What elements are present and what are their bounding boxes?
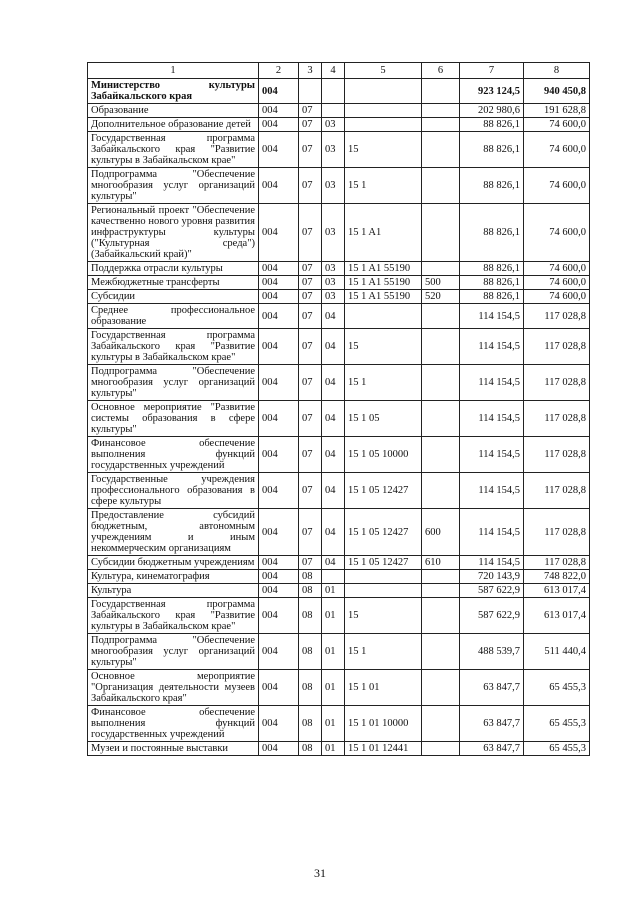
amount-year1-cell: 587 622,9 bbox=[460, 598, 524, 634]
row-name-cell: Подпрограмма "Обеспечение многообразия услуг организаций культуры" bbox=[88, 634, 259, 670]
table-row bbox=[88, 473, 590, 509]
page-number: 31 bbox=[314, 866, 326, 880]
table-row bbox=[88, 570, 590, 584]
amount-year1-cell: 114 154,5 bbox=[460, 304, 524, 329]
code-cell: 004 bbox=[259, 742, 299, 756]
code-cell: 004 bbox=[259, 204, 299, 262]
budget-table bbox=[87, 62, 590, 756]
row-name-cell: Основное мероприятие "Организация деятельности музеев Забайкальского края" bbox=[88, 670, 259, 706]
target-article-cell: 15 bbox=[345, 132, 422, 168]
expense-type-cell: 600 bbox=[422, 509, 460, 556]
amount-year1-cell: 923 124,5 bbox=[460, 79, 524, 104]
amount-year2-cell: 511 440,4 bbox=[524, 634, 590, 670]
table-row bbox=[88, 401, 590, 437]
amount-year1-cell: 63 847,7 bbox=[460, 706, 524, 742]
table-row bbox=[88, 742, 590, 756]
amount-year2-cell: 74 600,0 bbox=[524, 204, 590, 262]
table-body bbox=[88, 63, 590, 756]
row-name-cell: Предоставление субсидий бюджетным, автономным учреждениям и иным некоммерческим организациям bbox=[88, 509, 259, 556]
section-cell: 08 bbox=[299, 584, 322, 598]
subsection-cell: 04 bbox=[322, 401, 345, 437]
code-cell: 004 bbox=[259, 365, 299, 401]
expense-type-cell bbox=[422, 262, 460, 276]
amount-year1-cell: 202 980,6 bbox=[460, 104, 524, 118]
amount-year1-cell: 114 154,5 bbox=[460, 509, 524, 556]
table-row bbox=[88, 204, 590, 262]
target-article-cell: 15 1 A1 55190 bbox=[345, 290, 422, 304]
code-cell: 004 bbox=[259, 556, 299, 570]
amount-year1-cell: 63 847,7 bbox=[460, 742, 524, 756]
subsection-cell: 04 bbox=[322, 509, 345, 556]
subsection-cell: 03 bbox=[322, 118, 345, 132]
code-cell: 004 bbox=[259, 670, 299, 706]
section-cell: 08 bbox=[299, 598, 322, 634]
amount-year1-cell: 114 154,5 bbox=[460, 329, 524, 365]
expense-type-cell bbox=[422, 79, 460, 104]
table-row bbox=[88, 598, 590, 634]
expense-type-cell bbox=[422, 365, 460, 401]
header-cell: 2 bbox=[259, 63, 299, 79]
subsection-cell: 04 bbox=[322, 473, 345, 509]
amount-year1-cell: 88 826,1 bbox=[460, 290, 524, 304]
code-cell: 004 bbox=[259, 509, 299, 556]
section-cell: 07 bbox=[299, 473, 322, 509]
amount-year1-cell: 114 154,5 bbox=[460, 365, 524, 401]
row-name-cell: Основное мероприятие "Развитие системы образования в сфере культуры" bbox=[88, 401, 259, 437]
row-name-cell: Культура bbox=[88, 584, 259, 598]
amount-year1-cell: 114 154,5 bbox=[460, 556, 524, 570]
code-cell: 004 bbox=[259, 276, 299, 290]
target-article-cell: 15 1 05 12427 bbox=[345, 509, 422, 556]
subsection-cell: 01 bbox=[322, 742, 345, 756]
row-name-cell: Среднее профессиональное образование bbox=[88, 304, 259, 329]
section-cell: 07 bbox=[299, 365, 322, 401]
expense-type-cell bbox=[422, 570, 460, 584]
amount-year2-cell: 748 822,0 bbox=[524, 570, 590, 584]
subsection-cell bbox=[322, 570, 345, 584]
code-cell: 004 bbox=[259, 79, 299, 104]
target-article-cell bbox=[345, 118, 422, 132]
section-cell: 08 bbox=[299, 570, 322, 584]
subsection-cell: 03 bbox=[322, 262, 345, 276]
expense-type-cell bbox=[422, 584, 460, 598]
amount-year2-cell: 117 028,8 bbox=[524, 473, 590, 509]
subsection-cell: 04 bbox=[322, 304, 345, 329]
code-cell: 004 bbox=[259, 634, 299, 670]
target-article-cell bbox=[345, 570, 422, 584]
amount-year2-cell: 117 028,8 bbox=[524, 365, 590, 401]
subsection-cell: 01 bbox=[322, 598, 345, 634]
target-article-cell: 15 bbox=[345, 598, 422, 634]
table-row bbox=[88, 584, 590, 598]
target-article-cell: 15 1 A1 55190 bbox=[345, 262, 422, 276]
expense-type-cell bbox=[422, 473, 460, 509]
amount-year2-cell: 65 455,3 bbox=[524, 742, 590, 756]
target-article-cell bbox=[345, 584, 422, 598]
amount-year2-cell: 117 028,8 bbox=[524, 509, 590, 556]
expense-type-cell bbox=[422, 634, 460, 670]
section-cell bbox=[299, 79, 322, 104]
target-article-cell: 15 1 05 12427 bbox=[345, 473, 422, 509]
amount-year1-cell: 114 154,5 bbox=[460, 401, 524, 437]
section-cell: 07 bbox=[299, 329, 322, 365]
row-name-cell: Субсидии бюджетным учреждениям bbox=[88, 556, 259, 570]
expense-type-cell bbox=[422, 132, 460, 168]
amount-year2-cell: 74 600,0 bbox=[524, 262, 590, 276]
expense-type-cell: 610 bbox=[422, 556, 460, 570]
amount-year2-cell: 65 455,3 bbox=[524, 670, 590, 706]
row-name-cell: Поддержка отрасли культуры bbox=[88, 262, 259, 276]
header-cell: 1 bbox=[88, 63, 259, 79]
table-row bbox=[88, 118, 590, 132]
amount-year1-cell: 88 826,1 bbox=[460, 168, 524, 204]
subsection-cell bbox=[322, 79, 345, 104]
expense-type-cell bbox=[422, 304, 460, 329]
header-cell: 3 bbox=[299, 63, 322, 79]
subsection-cell: 04 bbox=[322, 556, 345, 570]
target-article-cell: 15 1 01 10000 bbox=[345, 706, 422, 742]
row-name-cell: Финансовое обеспечение выполнения функций государственных учреждений bbox=[88, 437, 259, 473]
subsection-cell: 03 bbox=[322, 276, 345, 290]
expense-type-cell bbox=[422, 168, 460, 204]
code-cell: 004 bbox=[259, 104, 299, 118]
expense-type-cell bbox=[422, 104, 460, 118]
row-name-cell: Государственные учреждения профессионального образования в сфере культуры bbox=[88, 473, 259, 509]
row-name-cell: Финансовое обеспечение выполнения функций государственных учреждений bbox=[88, 706, 259, 742]
table-row bbox=[88, 290, 590, 304]
amount-year2-cell: 74 600,0 bbox=[524, 118, 590, 132]
code-cell: 004 bbox=[259, 598, 299, 634]
amount-year1-cell: 114 154,5 bbox=[460, 473, 524, 509]
amount-year2-cell: 74 600,0 bbox=[524, 276, 590, 290]
row-name-cell: Подпрограмма "Обеспечение многообразия услуг организаций культуры" bbox=[88, 365, 259, 401]
table-row bbox=[88, 132, 590, 168]
subsection-cell: 01 bbox=[322, 670, 345, 706]
expense-type-cell bbox=[422, 706, 460, 742]
section-cell: 07 bbox=[299, 204, 322, 262]
subsection-cell: 04 bbox=[322, 329, 345, 365]
code-cell: 004 bbox=[259, 132, 299, 168]
code-cell: 004 bbox=[259, 473, 299, 509]
amount-year2-cell: 65 455,3 bbox=[524, 706, 590, 742]
code-cell: 004 bbox=[259, 168, 299, 204]
amount-year1-cell: 587 622,9 bbox=[460, 584, 524, 598]
target-article-cell: 15 1 bbox=[345, 168, 422, 204]
amount-year2-cell: 74 600,0 bbox=[524, 168, 590, 204]
section-cell: 07 bbox=[299, 437, 322, 473]
table-row bbox=[88, 706, 590, 742]
expense-type-cell: 520 bbox=[422, 290, 460, 304]
subsection-cell: 01 bbox=[322, 706, 345, 742]
section-cell: 07 bbox=[299, 168, 322, 204]
table-row bbox=[88, 79, 590, 104]
section-cell: 08 bbox=[299, 634, 322, 670]
amount-year2-cell: 74 600,0 bbox=[524, 290, 590, 304]
amount-year2-cell: 191 628,8 bbox=[524, 104, 590, 118]
amount-year2-cell: 940 450,8 bbox=[524, 79, 590, 104]
row-name-cell: Межбюджетные трансферты bbox=[88, 276, 259, 290]
target-article-cell: 15 1 05 bbox=[345, 401, 422, 437]
section-cell: 07 bbox=[299, 132, 322, 168]
code-cell: 004 bbox=[259, 262, 299, 276]
table-row bbox=[88, 276, 590, 290]
amount-year2-cell: 74 600,0 bbox=[524, 132, 590, 168]
code-cell: 004 bbox=[259, 401, 299, 437]
expense-type-cell bbox=[422, 204, 460, 262]
amount-year2-cell: 117 028,8 bbox=[524, 437, 590, 473]
header-cell: 8 bbox=[524, 63, 590, 79]
section-cell: 07 bbox=[299, 509, 322, 556]
table-row bbox=[88, 556, 590, 570]
section-cell: 07 bbox=[299, 262, 322, 276]
code-cell: 004 bbox=[259, 304, 299, 329]
target-article-cell bbox=[345, 79, 422, 104]
code-cell: 004 bbox=[259, 584, 299, 598]
section-cell: 07 bbox=[299, 556, 322, 570]
table-row bbox=[88, 262, 590, 276]
table-row bbox=[88, 509, 590, 556]
subsection-cell: 03 bbox=[322, 204, 345, 262]
amount-year1-cell: 88 826,1 bbox=[460, 262, 524, 276]
amount-year1-cell: 114 154,5 bbox=[460, 437, 524, 473]
expense-type-cell bbox=[422, 401, 460, 437]
code-cell: 004 bbox=[259, 706, 299, 742]
section-cell: 07 bbox=[299, 276, 322, 290]
code-cell: 004 bbox=[259, 329, 299, 365]
expense-type-cell: 500 bbox=[422, 276, 460, 290]
header-row bbox=[88, 63, 590, 79]
code-cell: 004 bbox=[259, 290, 299, 304]
amount-year2-cell: 117 028,8 bbox=[524, 401, 590, 437]
subsection-cell: 01 bbox=[322, 584, 345, 598]
amount-year2-cell: 613 017,4 bbox=[524, 598, 590, 634]
target-article-cell: 15 1 bbox=[345, 365, 422, 401]
expense-type-cell bbox=[422, 742, 460, 756]
table-row bbox=[88, 304, 590, 329]
row-name-cell: Образование bbox=[88, 104, 259, 118]
header-cell: 5 bbox=[345, 63, 422, 79]
subsection-cell: 04 bbox=[322, 437, 345, 473]
section-cell: 07 bbox=[299, 104, 322, 118]
amount-year2-cell: 117 028,8 bbox=[524, 329, 590, 365]
amount-year1-cell: 88 826,1 bbox=[460, 118, 524, 132]
section-cell: 08 bbox=[299, 706, 322, 742]
section-cell: 08 bbox=[299, 670, 322, 706]
target-article-cell bbox=[345, 304, 422, 329]
row-name-cell: Региональный проект "Обеспечение качественно нового уровня развития инфраструктуры культуры ("Культурная среда") (Забайкальский край)" bbox=[88, 204, 259, 262]
target-article-cell: 15 1 A1 55190 bbox=[345, 276, 422, 290]
subsection-cell: 04 bbox=[322, 365, 345, 401]
target-article-cell: 15 1 A1 bbox=[345, 204, 422, 262]
amount-year2-cell: 117 028,8 bbox=[524, 556, 590, 570]
expense-type-cell bbox=[422, 118, 460, 132]
amount-year1-cell: 720 143,9 bbox=[460, 570, 524, 584]
target-article-cell: 15 1 bbox=[345, 634, 422, 670]
header-cell: 4 bbox=[322, 63, 345, 79]
amount-year2-cell: 117 028,8 bbox=[524, 304, 590, 329]
target-article-cell bbox=[345, 104, 422, 118]
section-cell: 07 bbox=[299, 304, 322, 329]
section-cell: 07 bbox=[299, 401, 322, 437]
expense-type-cell bbox=[422, 437, 460, 473]
subsection-cell: 03 bbox=[322, 168, 345, 204]
code-cell: 004 bbox=[259, 570, 299, 584]
expense-type-cell bbox=[422, 329, 460, 365]
table-row bbox=[88, 104, 590, 118]
target-article-cell: 15 bbox=[345, 329, 422, 365]
amount-year1-cell: 88 826,1 bbox=[460, 132, 524, 168]
row-name-cell: Дополнительное образование детей bbox=[88, 118, 259, 132]
table-row bbox=[88, 670, 590, 706]
row-name-cell: Субсидии bbox=[88, 290, 259, 304]
subsection-cell bbox=[322, 104, 345, 118]
header-cell: 6 bbox=[422, 63, 460, 79]
row-name-cell: Государственная программа Забайкальского края "Развитие культуры в Забайкальском крае" bbox=[88, 329, 259, 365]
section-cell: 07 bbox=[299, 118, 322, 132]
section-cell: 08 bbox=[299, 742, 322, 756]
target-article-cell: 15 1 05 12427 bbox=[345, 556, 422, 570]
section-cell: 07 bbox=[299, 290, 322, 304]
row-name-cell: Министерство культуры Забайкальского края bbox=[88, 79, 259, 104]
expense-type-cell bbox=[422, 670, 460, 706]
row-name-cell: Государственная программа Забайкальского края "Развитие культуры в Забайкальском крае" bbox=[88, 132, 259, 168]
target-article-cell: 15 1 05 10000 bbox=[345, 437, 422, 473]
amount-year2-cell: 613 017,4 bbox=[524, 584, 590, 598]
table-row bbox=[88, 437, 590, 473]
header-cell: 7 bbox=[460, 63, 524, 79]
amount-year1-cell: 63 847,7 bbox=[460, 670, 524, 706]
subsection-cell: 03 bbox=[322, 290, 345, 304]
target-article-cell: 15 1 01 12441 bbox=[345, 742, 422, 756]
table-row bbox=[88, 634, 590, 670]
table-row bbox=[88, 365, 590, 401]
code-cell: 004 bbox=[259, 437, 299, 473]
subsection-cell: 01 bbox=[322, 634, 345, 670]
row-name-cell: Подпрограмма "Обеспечение многообразия услуг организаций культуры" bbox=[88, 168, 259, 204]
row-name-cell: Культура, кинематография bbox=[88, 570, 259, 584]
expense-type-cell bbox=[422, 598, 460, 634]
row-name-cell: Государственная программа Забайкальского края "Развитие культуры в Забайкальском крае" bbox=[88, 598, 259, 634]
table-row bbox=[88, 329, 590, 365]
table-row bbox=[88, 168, 590, 204]
amount-year1-cell: 88 826,1 bbox=[460, 276, 524, 290]
amount-year1-cell: 488 539,7 bbox=[460, 634, 524, 670]
subsection-cell: 03 bbox=[322, 132, 345, 168]
row-name-cell: Музеи и постоянные выставки bbox=[88, 742, 259, 756]
amount-year1-cell: 88 826,1 bbox=[460, 204, 524, 262]
code-cell: 004 bbox=[259, 118, 299, 132]
target-article-cell: 15 1 01 bbox=[345, 670, 422, 706]
